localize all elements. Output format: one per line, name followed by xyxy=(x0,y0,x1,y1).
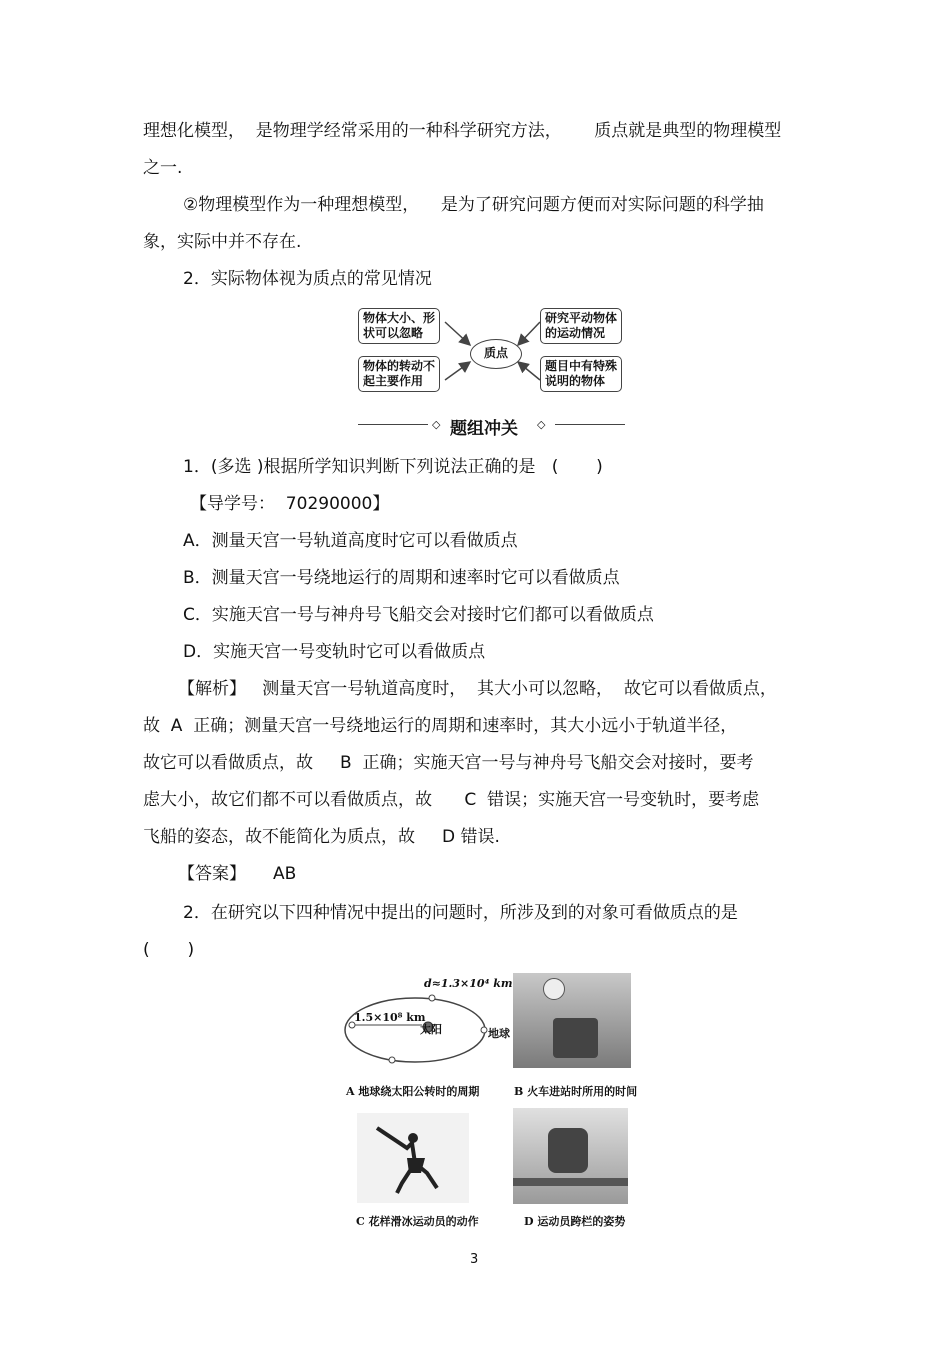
question-stem: 2．在研究以下四种情况中提出的问题时，所涉及到的对象可看做质点的是 xyxy=(183,903,738,923)
option-b: B．测量天宫一号绕地运行的周期和速率时它可以看做质点 xyxy=(183,568,620,588)
train-photo xyxy=(513,973,631,1068)
analysis-line: 故它可以看做质点，故 B 正确；实施天宫一号与神舟号飞船交会对接时，要考 xyxy=(143,753,754,773)
section-title: 2．实际物体视为质点的常见情况 xyxy=(183,269,432,289)
question-stem: 1．(多选 )根据所学知识判断下列说法正确的是 ( ) xyxy=(183,457,603,477)
banner-rule-right xyxy=(555,424,625,425)
banner-title: 题组冲关 xyxy=(450,419,518,439)
text-line: 之一. xyxy=(143,158,183,178)
hurdler-photo xyxy=(513,1108,628,1204)
option-d: D．实施天宫一号变轨时它可以看做质点 xyxy=(183,642,486,662)
hurdle-bar xyxy=(513,1178,628,1186)
caption-a: A 地球绕太阳公转时的周期 xyxy=(346,1085,480,1098)
sun-label: 太阳 xyxy=(420,1023,442,1036)
clock-icon xyxy=(543,978,565,1000)
diagram-box-size: 物体大小、形 状可以忽略 xyxy=(358,308,440,344)
skater-icon xyxy=(357,1113,469,1203)
caption-d: D 运动员跨栏的姿势 xyxy=(524,1215,626,1228)
text-line: 理想化模型， 是物理学经常采用的一种科学研究方法， 质点就是典型的物理模型 xyxy=(143,121,782,141)
diamond-icon: ◇ xyxy=(432,418,441,431)
option-a: A．测量天宫一号轨道高度时它可以看做质点 xyxy=(183,531,518,551)
skater-photo xyxy=(357,1113,469,1203)
hurdler-icon xyxy=(548,1128,588,1173)
analysis-line: 【解析】 测量天宫一号轨道高度时， 其大小可以忽略， 故它可以看做质点， xyxy=(178,679,777,699)
answer-line: 【答案】 AB xyxy=(178,864,297,884)
text-line: 象，实际中并不存在. xyxy=(143,232,302,252)
page-number: 3 xyxy=(470,1252,479,1267)
caption-c: C 花样滑冰运动员的动作 xyxy=(356,1215,479,1228)
diagram-box-special: 题目中有特殊 说明的物体 xyxy=(540,356,622,392)
option-c: C．实施天宫一号与神舟号飞船交会对接时它们都可以看做质点 xyxy=(183,605,654,625)
banner-rule-left xyxy=(358,424,428,425)
analysis-line: 虑大小，故它们都不可以看做质点，故 C 错误；实施天宫一号变轨时，要考虑 xyxy=(143,790,760,810)
caption-b: B 火车进站时所用的时间 xyxy=(514,1085,638,1098)
train-icon xyxy=(553,1018,598,1058)
diamond-icon: ◇ xyxy=(537,418,546,431)
analysis-line: 飞船的姿态，故不能简化为质点，故 D 错误. xyxy=(143,827,500,847)
radius-label: 1.5×10⁸ km xyxy=(354,1011,426,1024)
earth-label: 地球 xyxy=(488,1027,510,1040)
text-line: ②物理模型作为一种理想模型， 是为了研究问题方便而对实际问题的科学抽 xyxy=(183,195,764,215)
diagram-center-oval: 质点 xyxy=(470,339,522,369)
distance-label: d≈1.3×10⁴ km xyxy=(424,977,513,990)
guide-number: 【导学号： 70290000】 xyxy=(190,494,390,514)
question-paren: ( ) xyxy=(143,940,195,960)
diagram-box-rotation: 物体的转动不 起主要作用 xyxy=(358,356,440,392)
analysis-line: 故 A 正确；测量天宫一号绕地运行的周期和速率时，其大小远小于轨道半径， xyxy=(143,716,738,736)
diagram-box-translation: 研究平动物体 的运动情况 xyxy=(540,308,622,344)
